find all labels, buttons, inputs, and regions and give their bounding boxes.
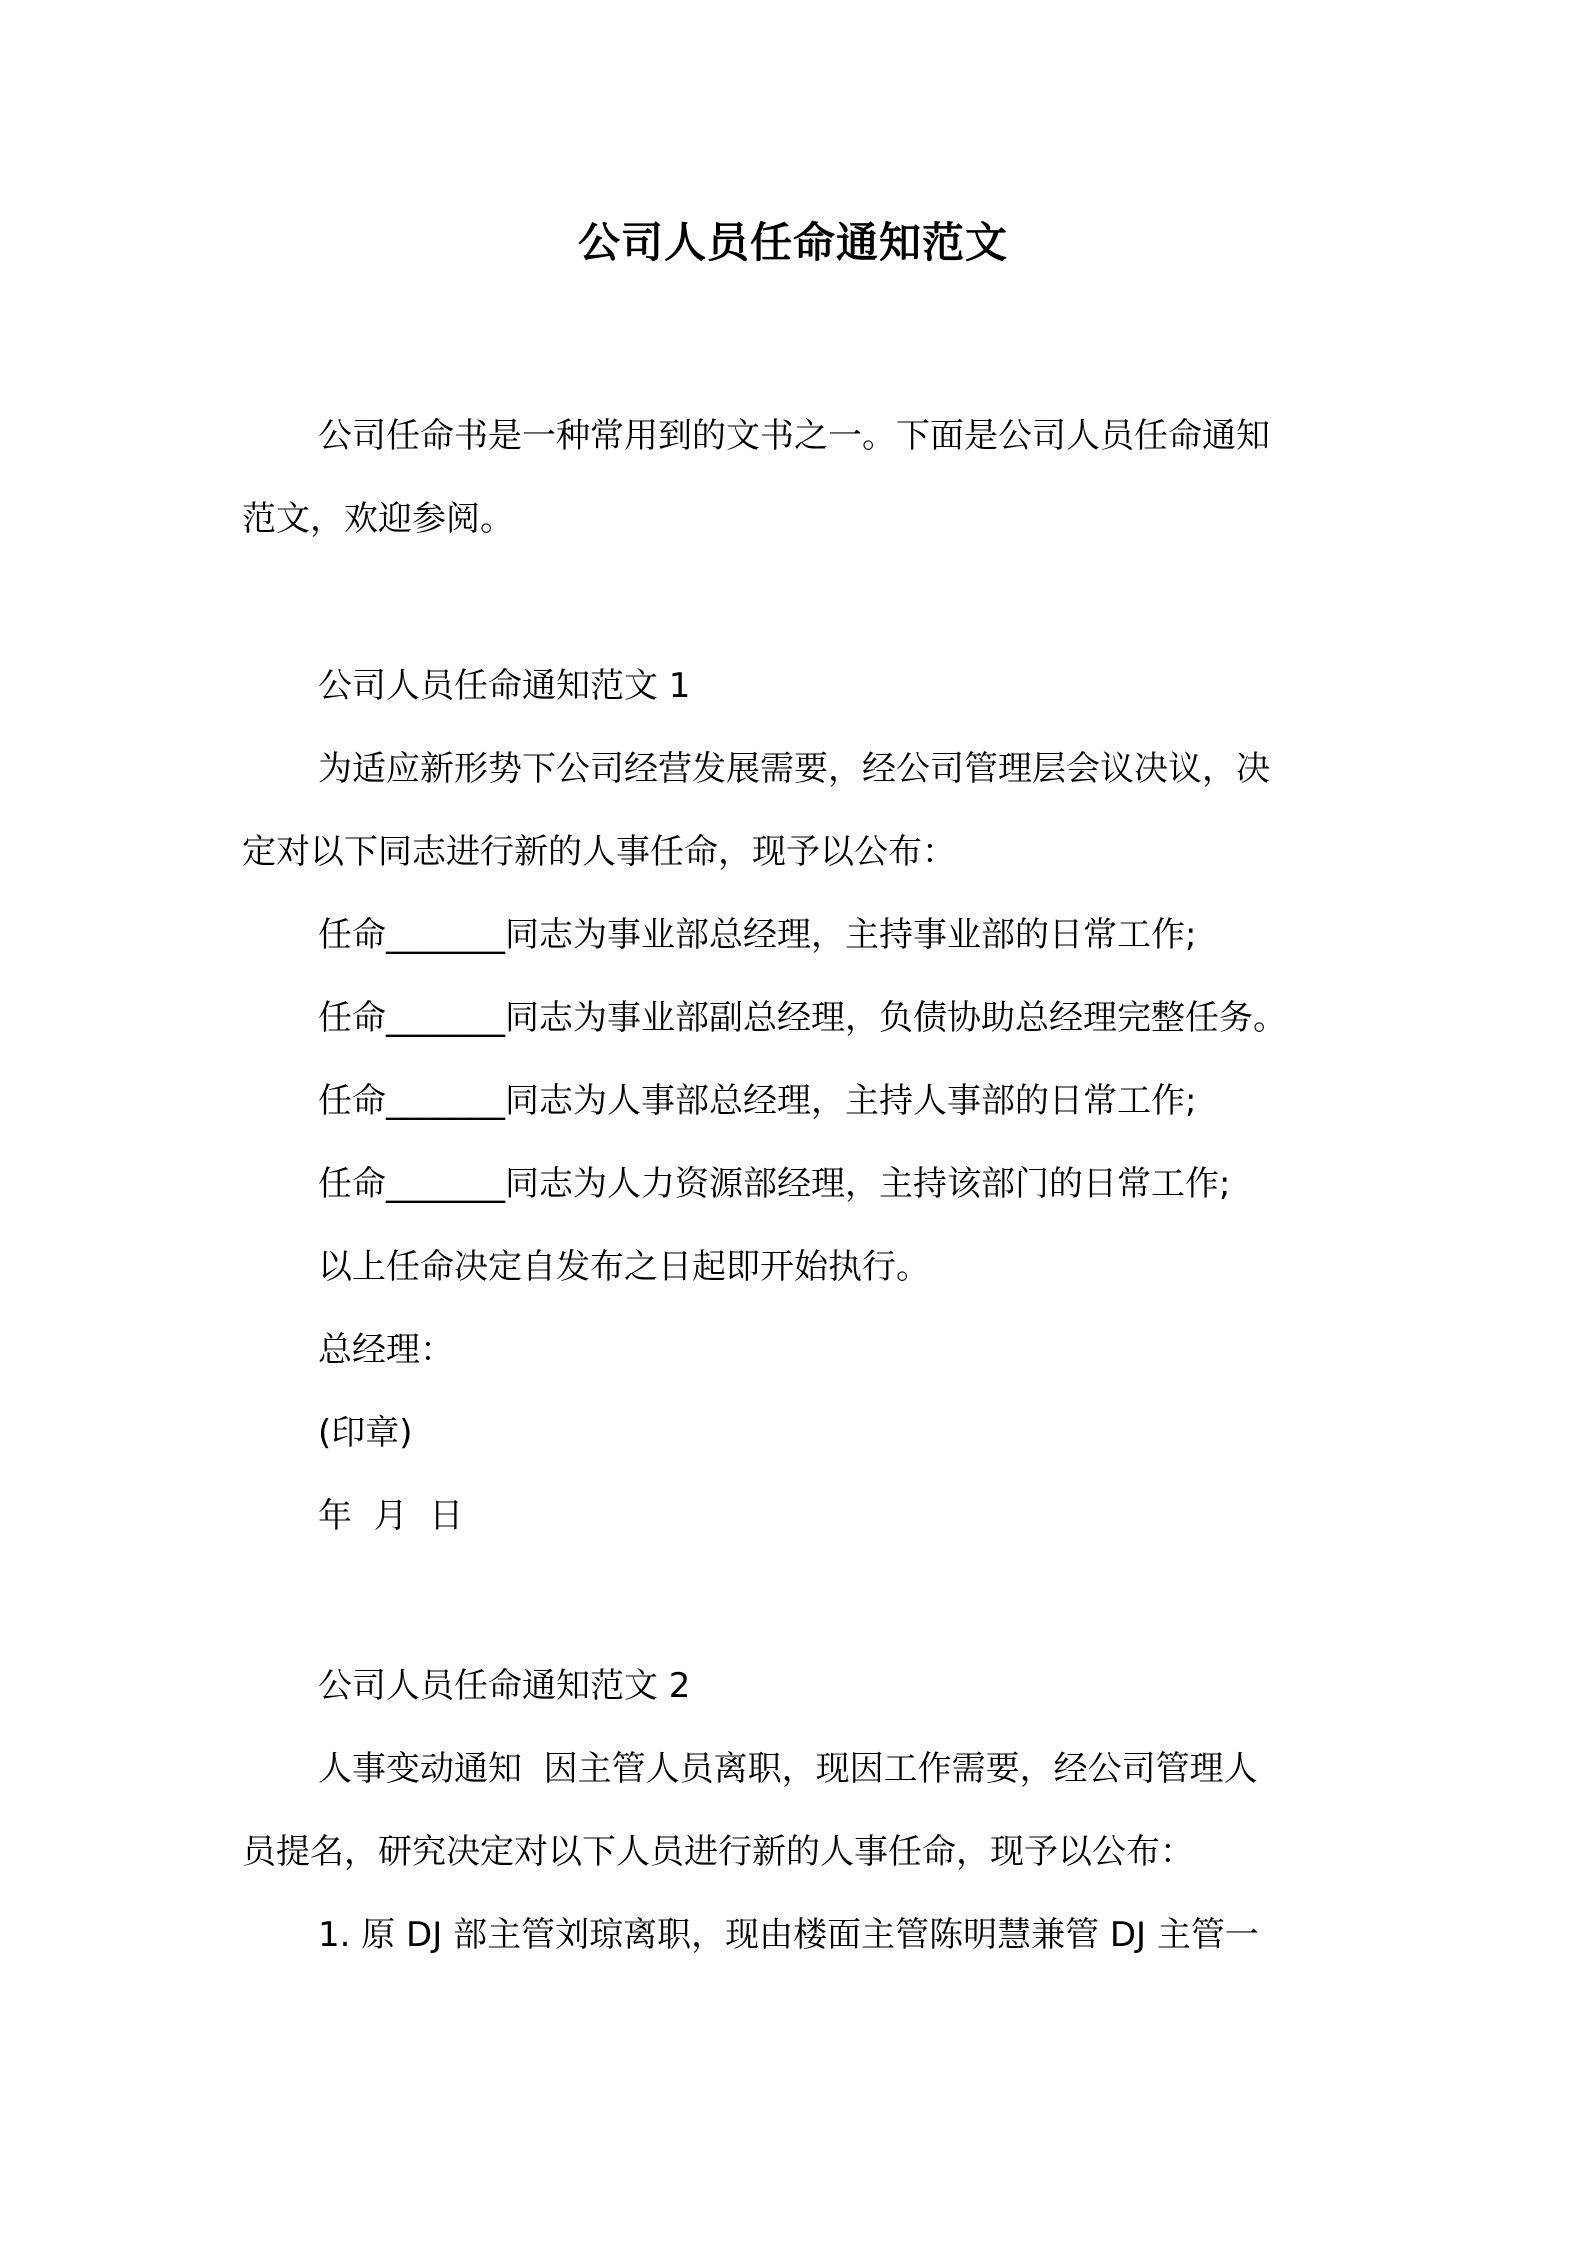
- date-line: 年 月 日: [318, 1496, 464, 1536]
- sample-2-item-1: 1. 原 DJ 部主管刘琼离职，现由楼面主管陈明慧兼管 DJ 主管一: [318, 1915, 1259, 1955]
- sample-2-heading: 公司人员任命通知范文 2: [318, 1666, 691, 1706]
- intro-paragraph: [242, 395, 1392, 561]
- sample-2-para-line-1: 人事变动通知 因主管人员离职，现因工作需要，经公司管理人: [318, 1749, 1258, 1789]
- appointment-item: 任命_______同志为人事部总经理，主持人事部的日常工作;: [318, 1081, 1197, 1121]
- sample-1-para-line-2: 定对以下同志进行新的人事任命，现予以公布：: [242, 832, 956, 872]
- sample-1-heading: 公司人员任命通知范文 1: [318, 666, 691, 706]
- sample-2-para-line-2: 员提名，研究决定对以下人员进行新的人事任命，现予以公布：: [242, 1832, 1194, 1872]
- intro-line-2: 范文，欢迎参阅。: [242, 499, 514, 539]
- document-title: 公司人员任命通知范文: [577, 218, 1008, 267]
- intro-line-1: 公司任命书是一种常用到的文书之一。下面是公司人员任命通知: [318, 416, 1270, 456]
- signer-label: 总经理：: [318, 1330, 454, 1370]
- appointment-item: 任命_______同志为人力资源部经理，主持该部门的日常工作;: [318, 1164, 1231, 1204]
- seal-label: (印章): [318, 1413, 413, 1453]
- effective-statement: 以上任命决定自发布之日起即开始执行。: [318, 1247, 930, 1287]
- appointment-item: 任命_______同志为事业部副总经理，负债协助总经理完整任务。: [318, 998, 1287, 1038]
- sample-1-section: [242, 645, 1392, 1558]
- sample-2-section: [242, 1645, 1392, 1977]
- sample-1-para-line-1: 为适应新形势下公司经营发展需要，经公司管理层会议决议，决: [318, 749, 1270, 789]
- appointment-item: 任命_______同志为事业部总经理，主持事业部的日常工作;: [318, 915, 1197, 955]
